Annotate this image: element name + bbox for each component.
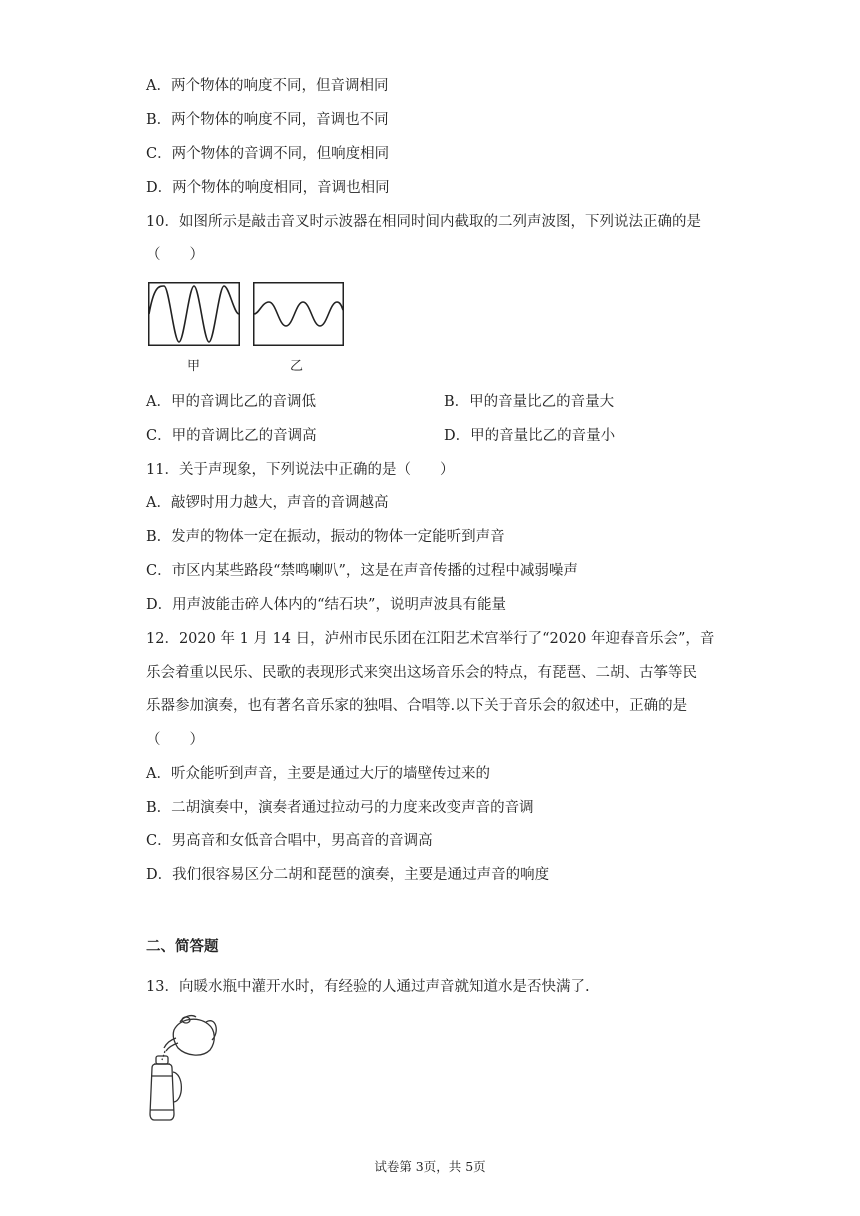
page-footer: 试卷第 3页，共 5页 [374, 1159, 486, 1174]
waveform-yi-figure [253, 282, 344, 346]
q11-option-b: B．发声的物体一定在振动，振动的物体一定能听到声音 [146, 529, 505, 545]
q9-option-b: B．两个物体的响度不同，音调也不同 [146, 112, 389, 128]
q9-option-d: D．两个物体的响度相同，音调也相同 [146, 180, 390, 196]
q11-option-c: C．市区内某些路段“禁鸣喇叭”，这是在声音传播的过程中减弱噪声 [146, 563, 578, 579]
q12-stem-line2: 乐会着重以民乐、民歌的表现形式来突出这场音乐会的特点，有琵琶、二胡、古筝等民 [146, 665, 697, 681]
waveform-label-yi: 乙 [290, 359, 304, 374]
q10-option-c: C．甲的音调比乙的音调高 [146, 428, 317, 444]
q10-option-a: A．甲的音调比乙的音调低 [146, 394, 316, 410]
waveform-label-jia: 甲 [187, 359, 201, 374]
q12-stem-line1: 12．2020 年 1 月 14 日，泸州市民乐团在江阳艺术宫举行了“2020 年迎春音乐会”，音 [146, 631, 715, 647]
q11-option-a: A．敲锣时用力越大，声音的音调越高 [146, 495, 389, 511]
q12-stem-line3: 乐器参加演奏，也有著名音乐家的独唱、合唱等.以下关于音乐会的叙述中，正确的是 [146, 698, 688, 714]
q12-option-b: B．二胡演奏中，演奏者通过拉动弓的力度来改变声音的音调 [146, 800, 534, 816]
q9-option-a: A．两个物体的响度不同，但音调相同 [146, 78, 389, 94]
section-heading: 二、简答题 [146, 939, 219, 955]
q10-stem-line1: 10．如图所示是敲击音叉时示波器在相同时间内截取的二列声波图，下列说法正确的是 [146, 214, 701, 230]
q10-option-d: D．甲的音量比乙的音量小 [444, 428, 616, 444]
q12-stem-line4: （ ） [146, 732, 204, 748]
waveform-yi-curve [254, 302, 343, 326]
q9-option-c: C．两个物体的音调不同，但响度相同 [146, 146, 390, 162]
q10-stem-line2: （ ） [146, 247, 204, 263]
kettle-thermos-illustration [140, 1010, 220, 1122]
q12-option-c: C．男高音和女低音合唱中，男高音的音调高 [146, 833, 433, 849]
waveform-jia-curve [149, 286, 239, 342]
q11-stem: 11．关于声现象，下列说法中正确的是（ ） [146, 462, 455, 478]
waveform-jia-figure [148, 282, 240, 346]
q12-option-a: A．听众能听到声音，主要是通过大厅的墙壁传过来的 [146, 766, 490, 782]
q12-option-d: D．我们很容易区分二胡和琵琶的演奏，主要是通过声音的响度 [146, 867, 550, 883]
q13-stem: 13．向暖水瓶中灌开水时，有经验的人通过声音就知道水是否快满了. [146, 979, 590, 995]
q11-option-d: D．用声波能击碎人体内的“结石块”，说明声波具有能量 [146, 597, 506, 613]
q10-option-b: B．甲的音量比乙的音量大 [444, 394, 615, 410]
